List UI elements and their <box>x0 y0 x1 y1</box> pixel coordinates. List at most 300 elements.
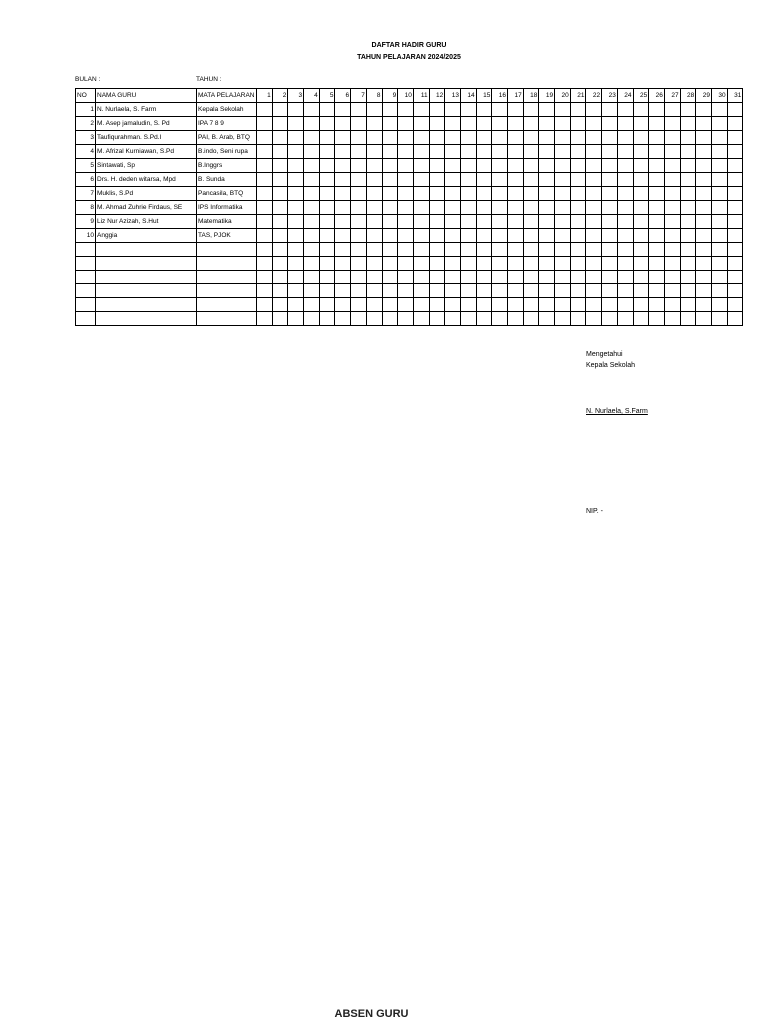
attendance-cell[interactable] <box>586 270 602 284</box>
attendance-cell[interactable] <box>539 284 555 298</box>
attendance-cell[interactable] <box>445 256 461 270</box>
attendance-cell[interactable] <box>586 187 602 201</box>
attendance-cell[interactable] <box>539 187 555 201</box>
attendance-cell[interactable] <box>586 298 602 312</box>
attendance-cell[interactable] <box>711 117 727 131</box>
attendance-cell[interactable] <box>445 298 461 312</box>
attendance-cell[interactable] <box>649 229 665 243</box>
attendance-cell[interactable] <box>351 270 367 284</box>
attendance-cell[interactable] <box>617 256 633 270</box>
attendance-cell[interactable] <box>649 298 665 312</box>
attendance-cell[interactable] <box>335 117 351 131</box>
attendance-cell[interactable] <box>288 145 304 159</box>
attendance-cell[interactable] <box>257 131 273 145</box>
attendance-cell[interactable] <box>304 298 320 312</box>
attendance-cell[interactable] <box>664 187 680 201</box>
attendance-cell[interactable] <box>602 103 618 117</box>
attendance-cell[interactable] <box>633 215 649 229</box>
attendance-cell[interactable] <box>288 256 304 270</box>
attendance-cell[interactable] <box>460 103 476 117</box>
attendance-cell[interactable] <box>429 270 445 284</box>
attendance-cell[interactable] <box>319 215 335 229</box>
attendance-cell[interactable] <box>304 159 320 173</box>
attendance-cell[interactable] <box>366 173 382 187</box>
attendance-cell[interactable] <box>366 187 382 201</box>
attendance-cell[interactable] <box>304 187 320 201</box>
attendance-cell[interactable] <box>257 215 273 229</box>
attendance-cell[interactable] <box>398 103 414 117</box>
attendance-cell[interactable] <box>602 243 618 257</box>
attendance-cell[interactable] <box>476 117 492 131</box>
attendance-cell[interactable] <box>617 311 633 325</box>
attendance-cell[interactable] <box>680 284 696 298</box>
attendance-cell[interactable] <box>335 256 351 270</box>
attendance-cell[interactable] <box>413 229 429 243</box>
attendance-cell[interactable] <box>366 270 382 284</box>
attendance-cell[interactable] <box>523 215 539 229</box>
attendance-cell[interactable] <box>555 131 571 145</box>
attendance-cell[interactable] <box>523 145 539 159</box>
attendance-cell[interactable] <box>602 201 618 215</box>
attendance-cell[interactable] <box>429 103 445 117</box>
attendance-cell[interactable] <box>398 229 414 243</box>
attendance-cell[interactable] <box>304 243 320 257</box>
attendance-cell[interactable] <box>413 201 429 215</box>
attendance-cell[interactable] <box>429 159 445 173</box>
attendance-cell[interactable] <box>586 215 602 229</box>
attendance-cell[interactable] <box>711 145 727 159</box>
attendance-cell[interactable] <box>272 270 288 284</box>
attendance-cell[interactable] <box>398 159 414 173</box>
attendance-cell[interactable] <box>272 256 288 270</box>
attendance-cell[interactable] <box>633 311 649 325</box>
attendance-cell[interactable] <box>680 117 696 131</box>
attendance-cell[interactable] <box>460 215 476 229</box>
attendance-cell[interactable] <box>257 103 273 117</box>
attendance-cell[interactable] <box>272 298 288 312</box>
attendance-cell[interactable] <box>664 298 680 312</box>
attendance-cell[interactable] <box>523 159 539 173</box>
attendance-cell[interactable] <box>523 117 539 131</box>
attendance-cell[interactable] <box>272 243 288 257</box>
attendance-cell[interactable] <box>727 117 743 131</box>
attendance-cell[interactable] <box>413 131 429 145</box>
attendance-cell[interactable] <box>476 270 492 284</box>
attendance-cell[interactable] <box>664 145 680 159</box>
attendance-cell[interactable] <box>711 187 727 201</box>
attendance-cell[interactable] <box>492 284 508 298</box>
attendance-cell[interactable] <box>727 131 743 145</box>
attendance-cell[interactable] <box>257 173 273 187</box>
attendance-cell[interactable] <box>523 201 539 215</box>
attendance-cell[interactable] <box>696 256 712 270</box>
attendance-cell[interactable] <box>523 298 539 312</box>
attendance-cell[interactable] <box>351 284 367 298</box>
attendance-cell[interactable] <box>727 173 743 187</box>
attendance-cell[interactable] <box>555 284 571 298</box>
attendance-cell[interactable] <box>711 284 727 298</box>
attendance-cell[interactable] <box>680 145 696 159</box>
attendance-cell[interactable] <box>257 117 273 131</box>
attendance-cell[interactable] <box>570 103 586 117</box>
attendance-cell[interactable] <box>570 117 586 131</box>
attendance-cell[interactable] <box>413 173 429 187</box>
attendance-cell[interactable] <box>508 145 524 159</box>
attendance-cell[interactable] <box>523 173 539 187</box>
attendance-cell[interactable] <box>555 298 571 312</box>
attendance-cell[interactable] <box>617 229 633 243</box>
attendance-cell[interactable] <box>711 243 727 257</box>
attendance-cell[interactable] <box>617 103 633 117</box>
attendance-cell[interactable] <box>429 173 445 187</box>
attendance-cell[interactable] <box>335 103 351 117</box>
attendance-cell[interactable] <box>304 256 320 270</box>
attendance-cell[interactable] <box>727 201 743 215</box>
attendance-cell[interactable] <box>664 215 680 229</box>
attendance-cell[interactable] <box>257 284 273 298</box>
attendance-cell[interactable] <box>633 117 649 131</box>
attendance-cell[interactable] <box>476 284 492 298</box>
attendance-cell[interactable] <box>649 311 665 325</box>
attendance-cell[interactable] <box>523 103 539 117</box>
attendance-cell[interactable] <box>476 256 492 270</box>
attendance-cell[interactable] <box>445 117 461 131</box>
attendance-cell[interactable] <box>288 173 304 187</box>
attendance-cell[interactable] <box>680 256 696 270</box>
attendance-cell[interactable] <box>492 145 508 159</box>
attendance-cell[interactable] <box>476 229 492 243</box>
attendance-cell[interactable] <box>586 103 602 117</box>
attendance-cell[interactable] <box>664 103 680 117</box>
attendance-cell[interactable] <box>413 270 429 284</box>
attendance-cell[interactable] <box>696 173 712 187</box>
attendance-cell[interactable] <box>460 117 476 131</box>
attendance-cell[interactable] <box>319 201 335 215</box>
attendance-cell[interactable] <box>508 187 524 201</box>
attendance-cell[interactable] <box>413 215 429 229</box>
attendance-cell[interactable] <box>727 256 743 270</box>
attendance-cell[interactable] <box>476 201 492 215</box>
attendance-cell[interactable] <box>696 243 712 257</box>
attendance-cell[interactable] <box>617 270 633 284</box>
attendance-cell[interactable] <box>555 243 571 257</box>
attendance-cell[interactable] <box>727 311 743 325</box>
attendance-cell[interactable] <box>555 103 571 117</box>
attendance-cell[interactable] <box>539 103 555 117</box>
attendance-cell[interactable] <box>508 159 524 173</box>
attendance-cell[interactable] <box>304 201 320 215</box>
attendance-cell[interactable] <box>272 103 288 117</box>
attendance-cell[interactable] <box>523 187 539 201</box>
attendance-cell[interactable] <box>460 243 476 257</box>
attendance-cell[interactable] <box>351 173 367 187</box>
attendance-cell[interactable] <box>602 284 618 298</box>
attendance-cell[interactable] <box>633 243 649 257</box>
attendance-cell[interactable] <box>398 187 414 201</box>
attendance-cell[interactable] <box>633 201 649 215</box>
attendance-cell[interactable] <box>555 311 571 325</box>
attendance-cell[interactable] <box>492 270 508 284</box>
attendance-cell[interactable] <box>445 159 461 173</box>
attendance-cell[interactable] <box>413 187 429 201</box>
attendance-cell[interactable] <box>351 187 367 201</box>
attendance-cell[interactable] <box>335 243 351 257</box>
attendance-cell[interactable] <box>398 145 414 159</box>
attendance-cell[interactable] <box>617 145 633 159</box>
attendance-cell[interactable] <box>319 131 335 145</box>
attendance-cell[interactable] <box>696 145 712 159</box>
attendance-cell[interactable] <box>664 256 680 270</box>
attendance-cell[interactable] <box>492 117 508 131</box>
attendance-cell[interactable] <box>633 270 649 284</box>
attendance-cell[interactable] <box>319 311 335 325</box>
attendance-cell[interactable] <box>508 298 524 312</box>
attendance-cell[interactable] <box>555 229 571 243</box>
attendance-cell[interactable] <box>476 145 492 159</box>
attendance-cell[interactable] <box>570 298 586 312</box>
attendance-cell[interactable] <box>445 187 461 201</box>
attendance-cell[interactable] <box>555 187 571 201</box>
attendance-cell[interactable] <box>272 201 288 215</box>
attendance-cell[interactable] <box>476 173 492 187</box>
attendance-cell[interactable] <box>257 243 273 257</box>
attendance-cell[interactable] <box>696 159 712 173</box>
attendance-cell[interactable] <box>508 131 524 145</box>
attendance-cell[interactable] <box>382 243 398 257</box>
attendance-cell[interactable] <box>257 201 273 215</box>
attendance-cell[interactable] <box>602 159 618 173</box>
attendance-cell[interactable] <box>727 284 743 298</box>
attendance-cell[interactable] <box>617 131 633 145</box>
attendance-cell[interactable] <box>413 159 429 173</box>
attendance-cell[interactable] <box>382 215 398 229</box>
attendance-cell[interactable] <box>555 256 571 270</box>
attendance-cell[interactable] <box>335 215 351 229</box>
attendance-cell[interactable] <box>680 159 696 173</box>
attendance-cell[interactable] <box>319 284 335 298</box>
attendance-cell[interactable] <box>351 311 367 325</box>
attendance-cell[interactable] <box>711 173 727 187</box>
attendance-cell[interactable] <box>492 215 508 229</box>
attendance-cell[interactable] <box>508 103 524 117</box>
attendance-cell[interactable] <box>429 298 445 312</box>
attendance-cell[interactable] <box>696 187 712 201</box>
attendance-cell[interactable] <box>523 284 539 298</box>
attendance-cell[interactable] <box>382 229 398 243</box>
attendance-cell[interactable] <box>476 215 492 229</box>
attendance-cell[interactable] <box>413 256 429 270</box>
attendance-cell[interactable] <box>492 298 508 312</box>
attendance-cell[interactable] <box>304 173 320 187</box>
attendance-cell[interactable] <box>398 173 414 187</box>
attendance-cell[interactable] <box>570 187 586 201</box>
attendance-cell[interactable] <box>539 173 555 187</box>
attendance-cell[interactable] <box>413 103 429 117</box>
attendance-cell[interactable] <box>272 117 288 131</box>
attendance-cell[interactable] <box>570 159 586 173</box>
attendance-cell[interactable] <box>711 229 727 243</box>
attendance-cell[interactable] <box>398 270 414 284</box>
attendance-cell[interactable] <box>508 173 524 187</box>
attendance-cell[interactable] <box>711 298 727 312</box>
attendance-cell[interactable] <box>351 229 367 243</box>
attendance-cell[interactable] <box>429 215 445 229</box>
attendance-cell[interactable] <box>492 229 508 243</box>
attendance-cell[interactable] <box>664 270 680 284</box>
attendance-cell[interactable] <box>649 270 665 284</box>
attendance-cell[interactable] <box>508 215 524 229</box>
attendance-cell[interactable] <box>460 284 476 298</box>
attendance-cell[interactable] <box>696 270 712 284</box>
attendance-cell[interactable] <box>335 298 351 312</box>
attendance-cell[interactable] <box>366 311 382 325</box>
attendance-cell[interactable] <box>570 201 586 215</box>
attendance-cell[interactable] <box>272 215 288 229</box>
attendance-cell[interactable] <box>288 311 304 325</box>
attendance-cell[interactable] <box>727 229 743 243</box>
attendance-cell[interactable] <box>664 201 680 215</box>
attendance-cell[interactable] <box>555 270 571 284</box>
attendance-cell[interactable] <box>570 131 586 145</box>
attendance-cell[interactable] <box>633 173 649 187</box>
attendance-cell[interactable] <box>351 256 367 270</box>
attendance-cell[interactable] <box>476 243 492 257</box>
attendance-cell[interactable] <box>460 145 476 159</box>
attendance-cell[interactable] <box>382 201 398 215</box>
attendance-cell[interactable] <box>696 311 712 325</box>
attendance-cell[interactable] <box>508 284 524 298</box>
attendance-cell[interactable] <box>696 229 712 243</box>
attendance-cell[interactable] <box>602 311 618 325</box>
attendance-cell[interactable] <box>288 159 304 173</box>
attendance-cell[interactable] <box>382 159 398 173</box>
attendance-cell[interactable] <box>304 145 320 159</box>
attendance-cell[interactable] <box>445 243 461 257</box>
attendance-cell[interactable] <box>664 243 680 257</box>
attendance-cell[interactable] <box>476 298 492 312</box>
attendance-cell[interactable] <box>555 117 571 131</box>
attendance-cell[interactable] <box>664 131 680 145</box>
attendance-cell[interactable] <box>398 284 414 298</box>
attendance-cell[interactable] <box>649 131 665 145</box>
attendance-cell[interactable] <box>335 284 351 298</box>
attendance-cell[interactable] <box>570 229 586 243</box>
attendance-cell[interactable] <box>304 117 320 131</box>
attendance-cell[interactable] <box>696 117 712 131</box>
attendance-cell[interactable] <box>445 215 461 229</box>
attendance-cell[interactable] <box>586 243 602 257</box>
attendance-cell[interactable] <box>617 187 633 201</box>
attendance-cell[interactable] <box>304 270 320 284</box>
attendance-cell[interactable] <box>492 256 508 270</box>
attendance-cell[interactable] <box>570 284 586 298</box>
attendance-cell[interactable] <box>366 243 382 257</box>
attendance-cell[interactable] <box>727 243 743 257</box>
attendance-cell[interactable] <box>351 159 367 173</box>
attendance-cell[interactable] <box>429 243 445 257</box>
attendance-cell[interactable] <box>523 229 539 243</box>
attendance-cell[interactable] <box>539 243 555 257</box>
attendance-cell[interactable] <box>649 103 665 117</box>
attendance-cell[interactable] <box>460 270 476 284</box>
attendance-cell[interactable] <box>539 298 555 312</box>
attendance-cell[interactable] <box>445 229 461 243</box>
attendance-cell[interactable] <box>382 117 398 131</box>
attendance-cell[interactable] <box>602 298 618 312</box>
attendance-cell[interactable] <box>649 243 665 257</box>
attendance-cell[interactable] <box>413 117 429 131</box>
attendance-cell[interactable] <box>649 159 665 173</box>
attendance-cell[interactable] <box>382 270 398 284</box>
attendance-cell[interactable] <box>257 145 273 159</box>
attendance-cell[interactable] <box>680 243 696 257</box>
attendance-cell[interactable] <box>304 284 320 298</box>
attendance-cell[interactable] <box>351 215 367 229</box>
attendance-cell[interactable] <box>586 159 602 173</box>
attendance-cell[interactable] <box>272 159 288 173</box>
attendance-cell[interactable] <box>696 131 712 145</box>
attendance-cell[interactable] <box>508 229 524 243</box>
attendance-cell[interactable] <box>617 159 633 173</box>
attendance-cell[interactable] <box>319 229 335 243</box>
attendance-cell[interactable] <box>351 103 367 117</box>
attendance-cell[interactable] <box>288 201 304 215</box>
attendance-cell[interactable] <box>633 103 649 117</box>
attendance-cell[interactable] <box>523 243 539 257</box>
attendance-cell[interactable] <box>429 145 445 159</box>
attendance-cell[interactable] <box>617 243 633 257</box>
attendance-cell[interactable] <box>445 201 461 215</box>
attendance-cell[interactable] <box>633 131 649 145</box>
attendance-cell[interactable] <box>539 256 555 270</box>
attendance-cell[interactable] <box>586 117 602 131</box>
attendance-cell[interactable] <box>727 159 743 173</box>
attendance-cell[interactable] <box>351 298 367 312</box>
attendance-cell[interactable] <box>711 159 727 173</box>
attendance-cell[interactable] <box>649 117 665 131</box>
attendance-cell[interactable] <box>429 284 445 298</box>
attendance-cell[interactable] <box>602 131 618 145</box>
attendance-cell[interactable] <box>617 201 633 215</box>
attendance-cell[interactable] <box>649 215 665 229</box>
attendance-cell[interactable] <box>272 187 288 201</box>
attendance-cell[interactable] <box>366 298 382 312</box>
attendance-cell[interactable] <box>382 284 398 298</box>
attendance-cell[interactable] <box>649 201 665 215</box>
attendance-cell[interactable] <box>602 270 618 284</box>
attendance-cell[interactable] <box>539 215 555 229</box>
attendance-cell[interactable] <box>680 131 696 145</box>
attendance-cell[interactable] <box>680 173 696 187</box>
attendance-cell[interactable] <box>508 270 524 284</box>
attendance-cell[interactable] <box>492 311 508 325</box>
attendance-cell[interactable] <box>492 243 508 257</box>
attendance-cell[interactable] <box>304 131 320 145</box>
attendance-cell[interactable] <box>617 284 633 298</box>
attendance-cell[interactable] <box>523 256 539 270</box>
attendance-cell[interactable] <box>335 145 351 159</box>
attendance-cell[interactable] <box>319 256 335 270</box>
attendance-cell[interactable] <box>288 270 304 284</box>
attendance-cell[interactable] <box>304 103 320 117</box>
attendance-cell[interactable] <box>633 284 649 298</box>
attendance-cell[interactable] <box>335 159 351 173</box>
attendance-cell[interactable] <box>429 131 445 145</box>
attendance-cell[interactable] <box>649 284 665 298</box>
attendance-cell[interactable] <box>335 311 351 325</box>
attendance-cell[interactable] <box>633 229 649 243</box>
attendance-cell[interactable] <box>319 270 335 284</box>
